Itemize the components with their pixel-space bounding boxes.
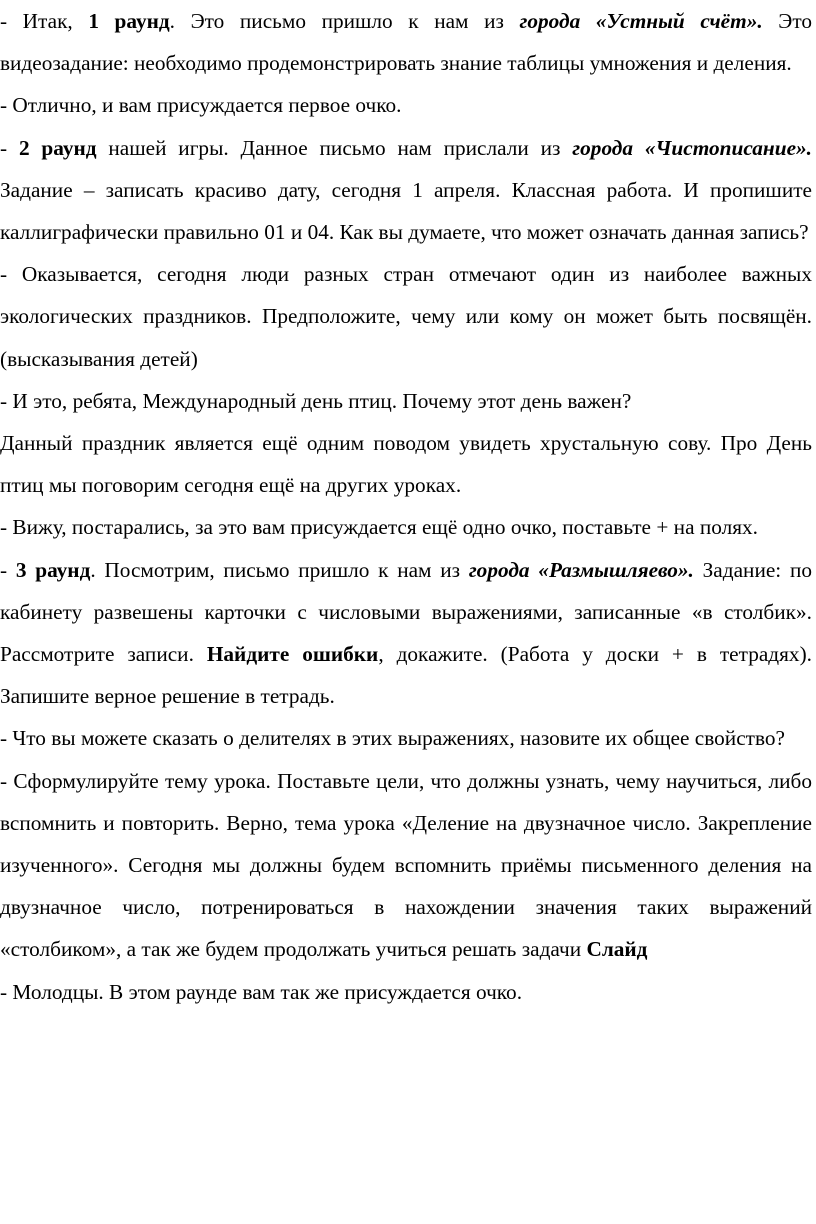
text-run: - Вижу, постарались, за это вам присуждается ещё одно очко, поставьте + на полях. [0,515,759,540]
text-run: Задание – записать красиво дату, сегодня 1 апреля. Классная работа. И пропишите каллиграфически правильно 01 и 04. Как вы думаете, что может означать данная запись? [0,177,812,245]
paragraph-round-2 [0,127,812,254]
text-run: - Отлично, и вам присуждается первое очко. [0,93,402,118]
text-run: Найдите ошибки [206,642,379,667]
text-run: нашей игры. Данное письмо нам прислали из [96,135,573,160]
paragraph-divisors-question [0,717,812,759]
text-run: - [0,557,16,582]
text-run: - Итак, [0,9,89,33]
text-run: - И это, ребята, Международный день птиц. Почему этот день важен? [0,388,632,413]
paragraph-first-point [0,84,812,126]
paragraph-ecology-holiday [0,253,812,380]
text-run: 2 раунд [18,135,97,160]
text-run: города «Устный счёт». [519,9,763,33]
text-run: Задание: по кабинету развешены карточки с числовыми выражениями, записанные «в столбик». Рассмотрите записи. [0,557,812,667]
text-run: . Посмотрим, письмо пришло к нам из [90,557,469,582]
paragraph-crystal-owl [0,422,812,506]
text-run: 3 раунд [15,557,91,582]
text-run: - Что вы можете сказать о делителях в этих выражениях, назовите их общее свойство? [0,726,785,751]
paragraph-bird-day [0,380,812,422]
paragraph-lesson-topic [0,760,812,971]
paragraph-another-point [0,506,812,548]
text-run: 1 раунд [88,9,170,33]
paragraph-round-1 [0,0,812,84]
text-run: - Сформулируйте тему урока. Поставьте цели, что должны узнать, чему научиться, либо вспомнить и повторить. Верно, тема урока «Деление на двузначное число. Закрепление изученного». Сегодня мы должны будем вспомнить приёмы письменного деления на двузначное число, потренироваться в нахождении значения таких выражений «столбиком», а так же будем продолжать учиться решать задачи [0,768,812,962]
text-run: Данный праздник является ещё одним поводом увидеть хрустальную сову. Про День птиц мы поговорим сегодня ещё на других уроках. [0,431,812,498]
paragraph-round-point [0,971,812,1013]
text-run: - Оказывается, сегодня люди разных стран отмечают один из наиболее важных экологических праздников. Предположите, чему или кому он может быть посвящён. (высказывания детей) [0,262,812,371]
text-run: . Это письмо пришло к нам из [169,9,520,33]
text-run: города «Чистописание». [572,135,812,160]
paragraph-round-3 [0,549,812,718]
text-run: Слайд [586,937,648,962]
text-run: Это видеозадание: необходимо продемонстрировать знание таблицы умножения и деления. [0,9,813,76]
text-run: - Молодцы. В этом раунде вам так же присуждается очко. [0,979,523,1004]
text-run: , докажите. (Работа у доски + в тетрадях). Запишите верное решение в тетрадь. [0,642,812,709]
text-run: - [0,135,19,160]
text-run: города «Размышляево». [468,557,694,582]
